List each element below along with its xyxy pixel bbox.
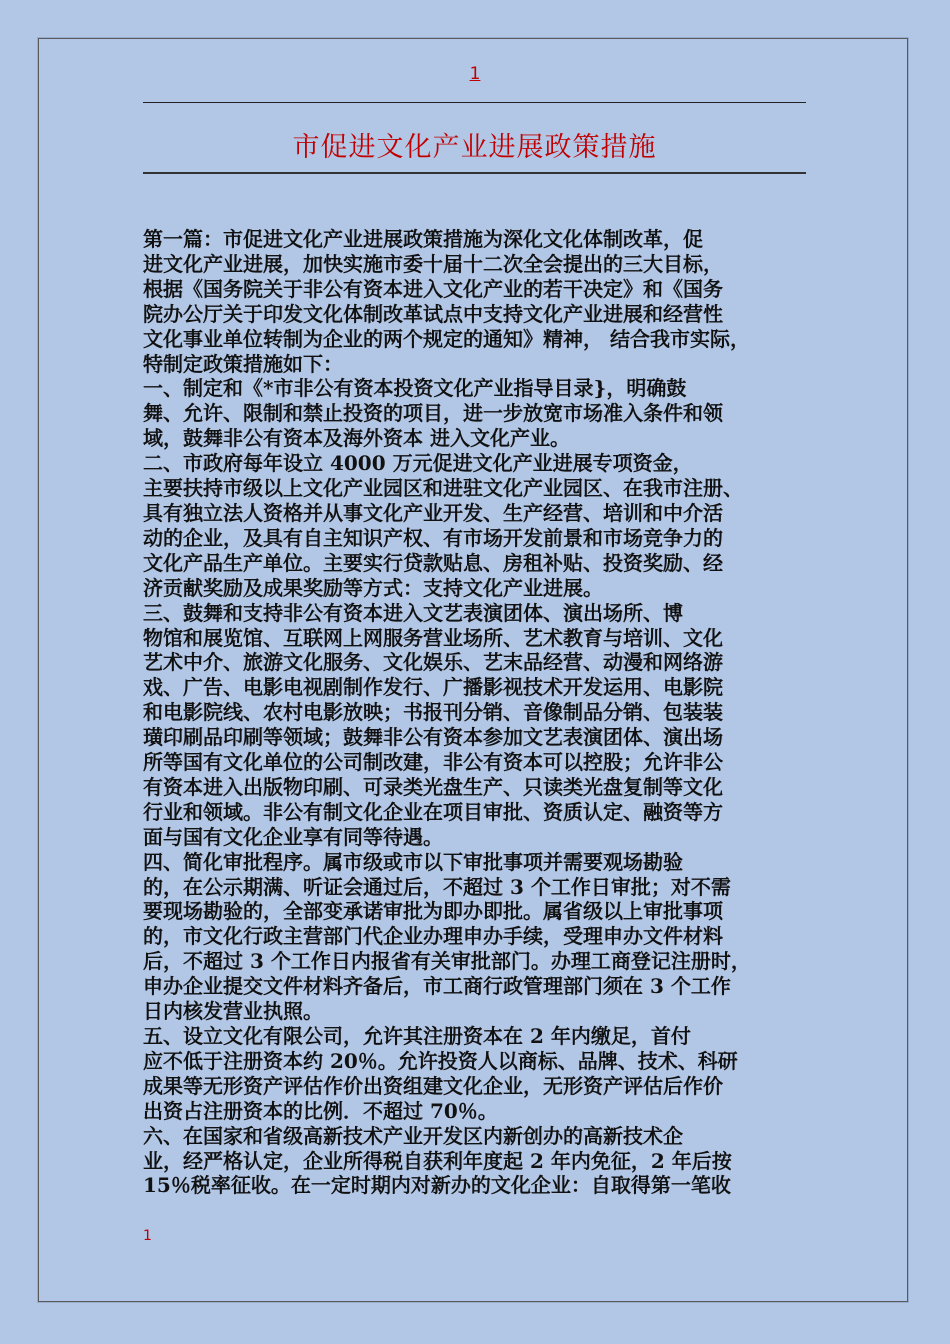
body-line: 根据《国务院关于非公有资本进入文化产业的若干决定》和《国务 [143,276,723,301]
document-body [143,227,823,1198]
body-line: 日内核发营业执照。 [143,999,323,1024]
body-line: 申办企业提交文件材料齐备后，市工商行政管理部门须在 3 个工作 [143,974,731,999]
body-line: 济贡献奖励及成果奖励等方式：支持文化产业进展。 [143,575,603,600]
footer-page-number: 1 [143,1228,152,1244]
body-line: 的，市文化行政主营部门代企业办理申办手续，受理申办文件材料 [143,924,723,949]
header-rule [143,102,806,103]
body-line: 所等国有文化单位的公司制改建，非公有资本可以控股；允许非公 [143,750,723,775]
body-line: 进文化产业进展，加快实施市委十届十二次全会提出的三大目标， [143,251,723,276]
body-line: 业，经严格认定，企业所得税自获利年度起 2 年内免征，2 年后按 [143,1148,732,1173]
body-line: 有资本进入出版物印刷、可录类光盘生产、只读类光盘复制等文化 [143,774,723,799]
body-line: 六、在国家和省级高新技术产业开发区内新创办的高新技术企 [143,1123,683,1148]
body-line: 出资占注册资本的比例．不超过 70％。 [143,1098,498,1123]
body-line: 物馆和展览馆、互联网上网服务营业场所、艺术教育与培训、文化 [143,625,723,650]
body-line: 15％税率征收。在一定时期内对新办的文化企业：自取得第一笔收 [143,1173,731,1198]
body-line: 二、市政府每年设立 4000 万元促进文化产业进展专项资金， [143,451,693,476]
body-line: 文化产品生产单位。主要实行贷款贴息、房租补贴、投资奖励、经 [143,550,723,575]
body-line: 主要扶持市级以上文化产业园区和进驻文化产业园区、在我市注册、 [143,476,743,501]
body-line: 舞、允许、限制和禁止投资的项目，进一步放宽市场准入条件和领 [143,401,723,426]
document-title: 市促进文化产业进展政策措施 [292,132,657,163]
body-line: 特制定政策措施如下： [143,351,343,376]
body-line: 要现场勘验的，全部变承诺审批为即办即批。属省级以上审批事项 [143,899,723,924]
body-line: 成果等无形资产评估作价出资组建文化企业，无形资产评估后作价 [143,1073,723,1098]
body-line: 戏、广告、电影电视剧制作发行、广播影视技术开发运用、电影院 [143,675,723,700]
body-line: 四、简化审批程序。属市级或市以下审批事项并需要观场勘验 [143,849,683,874]
body-line: 动的企业，及具有自主知识产权、有市场开发前景和市场竞争力的 [143,525,723,550]
header-page-number: 1 [469,64,481,84]
body-line: 三、鼓舞和支持非公有资本进入文艺表演团体、演出场所、博 [143,600,683,625]
body-line: 第一篇：市促进文化产业进展政策措施为深化文化体制改革，促 [143,227,703,251]
body-line: 行业和领域。非公有制文化企业在项目审批、资质认定、融资等方 [143,799,723,824]
body-line: 和电影院线、农村电影放映；书报刊分销、音像制品分销、包装装 [143,700,723,725]
body-line: 应不低于注册资本约 20％。允许投资人以商标、品牌、技术、科研 [143,1048,738,1073]
title-rule [143,172,806,174]
body-line: 域，鼓舞非公有资本及海外资本 进入文化产业。 [143,426,570,451]
body-line: 五、设立文化有限公司，允许其注册资本在 2 年内缴足，首付 [143,1024,691,1048]
body-line: 具有独立法人资格并从事文化产业开发、生产经营、培训和中介活 [143,500,723,525]
body-line: 院办公厅关于印发文化体制改革试点中支持文化产业进展和经营性 [143,301,723,326]
body-line: 一、制定和《*市非公有资本投资文化产业指导目录}，明确鼓 [143,376,687,401]
body-line: 璜印刷品印刷等领域；鼓舞非公有资本参加文艺表演团体、演出场 [143,725,723,750]
body-line: 后，不超过 3 个工作日内报省有关审批部门。办理工商登记注册时， [143,949,751,974]
body-line: 面与国有文化企业享有同等待遇。 [143,824,443,849]
body-line: 文化事业单位转制为企业的两个规定的通知》精神， 结合我市实际， [143,326,750,351]
body-line: 艺术中介、旅游文化服务、文化娱乐、艺末品经营、动漫和网络游 [143,650,723,675]
body-line: 的，在公示期满、听证会通过后，不超过 3 个工作日审批；对不需 [143,874,731,899]
